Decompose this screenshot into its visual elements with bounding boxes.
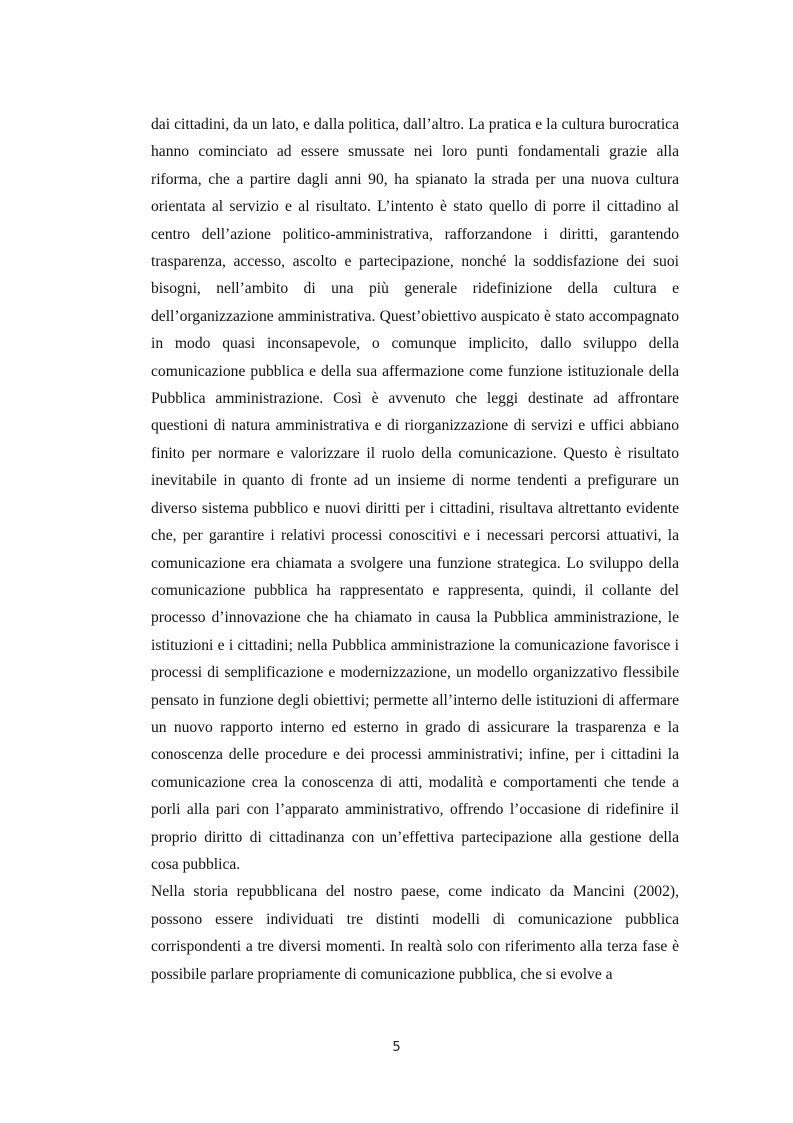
paragraph-2: Nella storia repubblicana del nostro paese, come indicato da Mancini (2002), possono essere individuati tre distinti modelli di comunicazione pubblica corrispondenti a tre diversi momenti. In realtà solo con riferimento alla terza fase è possibile parlare propriamente di comunicazione pubblica, che si evolve a [151, 883, 679, 983]
page-number: 5 [392, 1040, 401, 1055]
body-text [151, 111, 679, 988]
paragraph-1: dai cittadini, da un lato, e dalla politica, dall’altro. La pratica e la cultura burocratica hanno cominciato ad essere smussate nei loro punti fondamentali grazie alla riforma, che a partire dagli anni 90, ha spianato la strada per una nuova cultura orientata al servizio e al risultato. L’intento è stato quello di porre il cittadino al centro dell’azione politico-amministrativa, rafforzandone i diritti, garantendo trasparenza, accesso, ascolto e partecipazione, nonché la soddisfazione dei suoi bisogni, nell’ambito di una più generale ridefinizione della cultura e dell’organizzazione amministrativa. Quest’obiettivo auspicato è stato accompagnato in modo quasi inconsapevole, o comunque implicito, dallo sviluppo della comunicazione pubblica e della sua affermazione come funzione istituzionale della Pubblica amministrazione. Così è avvenuto che leggi destinate ad affrontare questioni di natura amministrativa e di riorganizzazione di servizi e uffici abbiano finito per normare e valorizzare il ruolo della comunicazione. Questo è risultato inevitabile in quanto di fronte ad un insieme di norme tendenti a prefigurare un diverso sistema pubblico e nuovi diritti per i cittadini, risultava altrettanto evidente che, per garantire i relativi processi conoscitivi e i necessari percorsi attuativi, la comunicazione era chiamata a svolgere una funzione strategica. Lo sviluppo della comunicazione pubblica ha rappresentato e rappresenta, quindi, il collante del processo d’innovazione che ha chiamato in causa la Pubblica amministrazione, le istituzioni e i cittadini; nella Pubblica amministrazione la comunicazione favorisce i processi di semplificazione e modernizzazione, un modello organizzativo flessibile pensato in funzione degli obiettivi; permette all’interno delle istituzioni di affermare un nuovo rapporto interno ed esterno in grado di assicurare la trasparenza e la conoscenza delle procedure e dei processi amministrativi; infine, per i cittadini la comunicazione crea la conoscenza di atti, modalità e comportamenti che tende a porli alla pari con l’apparato amministrativo, offrendo l’occasione di ridefinire il proprio diritto di cittadinanza con un’effettiva partecipazione alla gestione della cosa pubblica. [151, 116, 679, 873]
